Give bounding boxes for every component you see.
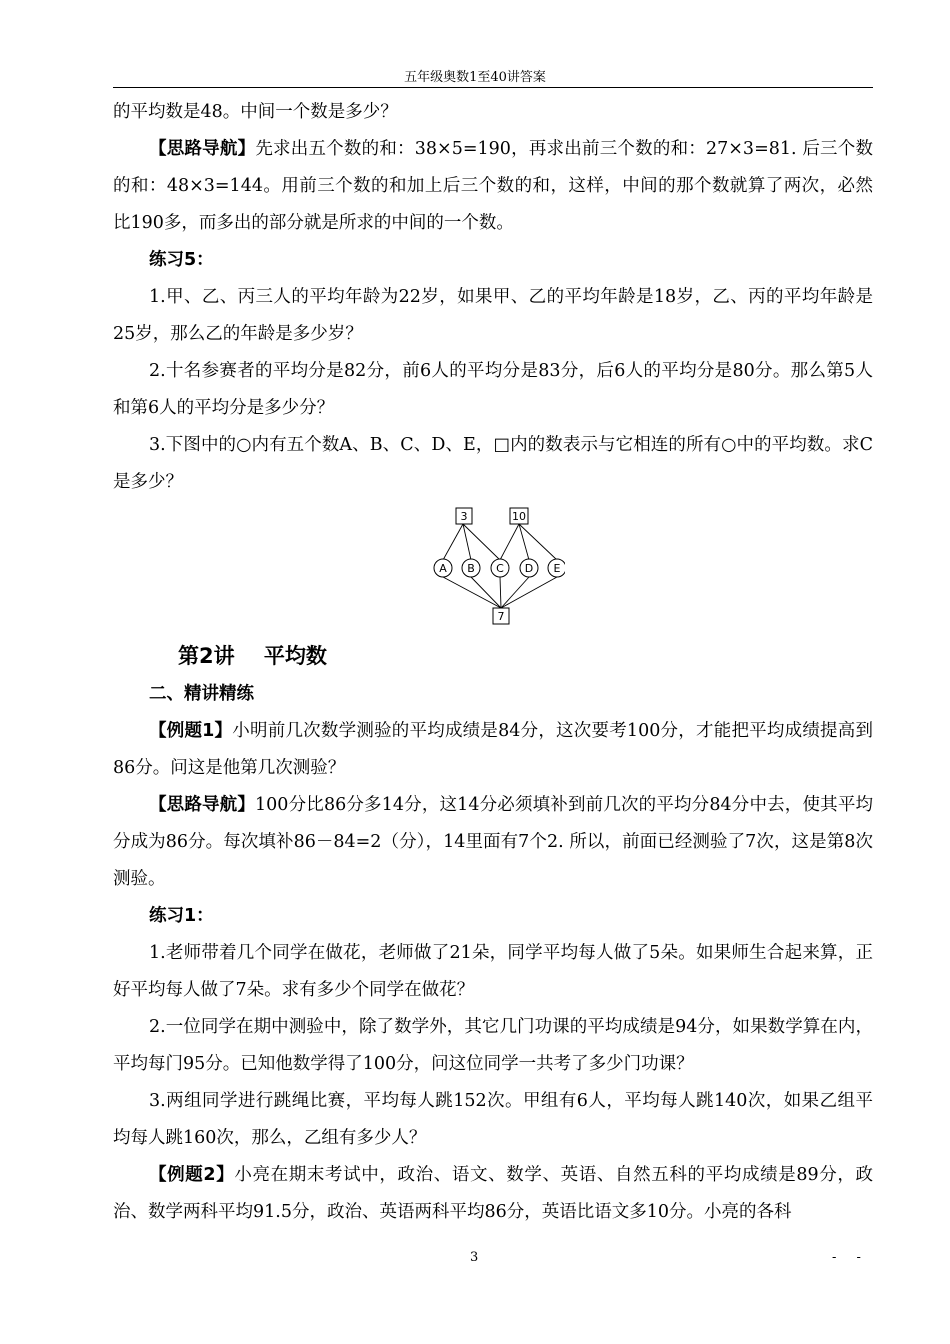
hint-text: 先求出五个数的和：38×5=190，再求出前三个数的和：27×3=81. 后三个数的和：48×3=144。用前三个数的和加上后三个数的和，这样，中间的那个数就算了两次，必然比190多，而多出的部分就是所求的中间的一个数。 — [113, 139, 873, 233]
example-label: 【例题1】 — [149, 721, 233, 741]
box-label: 7 — [497, 610, 505, 623]
example-2 — [113, 1157, 873, 1231]
average-diagram — [425, 504, 565, 634]
hint-text: 100分比86分多14分，这14分必须填补到前几次的平均分84分中去，使其平均分成为86分。每次填补86－84=2（分），14里面有7个2. 所以，前面已经测验了7次，这是第8次测验。 — [113, 795, 873, 889]
circle-label: E — [553, 562, 561, 575]
exercise-1-item-1: 1.老师带着几个同学在做花，老师做了21朵，同学平均每人做了5朵。如果师生合起来算，正好平均每人做了7朵。求有多少个同学在做花？ — [113, 943, 873, 1000]
circle-label: B — [467, 562, 475, 575]
box-label: 3 — [460, 510, 468, 523]
section-heading: 二、精讲精练 — [149, 684, 254, 704]
circle-e — [548, 559, 565, 577]
page-header: 五年级奥数1至40讲答案 — [404, 70, 546, 85]
circle-c — [491, 559, 509, 577]
hint-paragraph — [113, 131, 873, 242]
exercise-5-item-1: 1.甲、乙、丙三人的平均年龄为22岁，如果甲、乙的平均年龄是18岁，乙、丙的平均年龄是25岁，那么乙的年龄是多少岁？ — [113, 287, 873, 344]
circle-b — [462, 559, 480, 577]
circle-label: D — [524, 562, 534, 575]
box-bottom — [493, 608, 509, 624]
box-label: 10 — [512, 510, 526, 523]
paragraph-continuation: 的平均数是48。中间一个数是多少？ — [113, 102, 398, 122]
box-top-right — [510, 508, 528, 524]
circle-label: A — [439, 562, 447, 575]
exercise-1-heading: 练习1： — [149, 906, 214, 926]
exercise-5-heading: 练习5： — [149, 250, 214, 270]
page-body — [113, 94, 873, 1231]
page-number: 3 — [470, 1250, 479, 1265]
example-1-hint — [113, 787, 873, 898]
header-rule — [113, 87, 873, 88]
example-label: 【例题2】 — [149, 1165, 235, 1185]
circle-a — [434, 559, 452, 577]
footer-dashes: - - — [832, 1250, 869, 1265]
exercise-1-item-2: 2.一位同学在期中测验中，除了数学外，其它几门功课的平均成绩是94分，如果数学算在内，平均每门95分。已知他数学得了100分，问这位同学一共考了多少门功课？ — [113, 1017, 873, 1074]
example-1 — [113, 713, 873, 787]
lecture-title: 第2讲 平均数 — [178, 644, 327, 668]
exercise-5-item-2: 2.十名参赛者的平均分是82分，前6人的平均分是83分，后6人的平均分是80分。那么第5人和第6人的平均分是多少分？ — [113, 361, 873, 418]
example-text: 小明前几次数学测验的平均成绩是84分，这次要考100分，才能把平均成绩提高到86分。问这是他第几次测验？ — [113, 721, 873, 778]
exercise-5-item-3: 3.下图中的○内有五个数A、B、C、D、E，□内的数表示与它相连的所有○中的平均数。求C是多少？ — [113, 435, 873, 492]
example-text: 小亮在期末考试中，政治、语文、数学、英语、自然五科的平均成绩是89分，政治、数学两科平均91.5分，政治、英语两科平均86分，英语比语文多10分。小亮的各科 — [113, 1165, 873, 1222]
hint-label: 【思路导航】 — [149, 795, 256, 815]
exercise-1-item-3: 3.两组同学进行跳绳比赛，平均每人跳152次。甲组有6人，平均每人跳140次，如果乙组平均每人跳160次，那么，乙组有多少人？ — [113, 1091, 873, 1148]
circle-d — [520, 559, 538, 577]
hint-label: 【思路导航】 — [149, 139, 256, 159]
box-top-left — [456, 508, 472, 524]
circle-label: C — [496, 562, 504, 575]
